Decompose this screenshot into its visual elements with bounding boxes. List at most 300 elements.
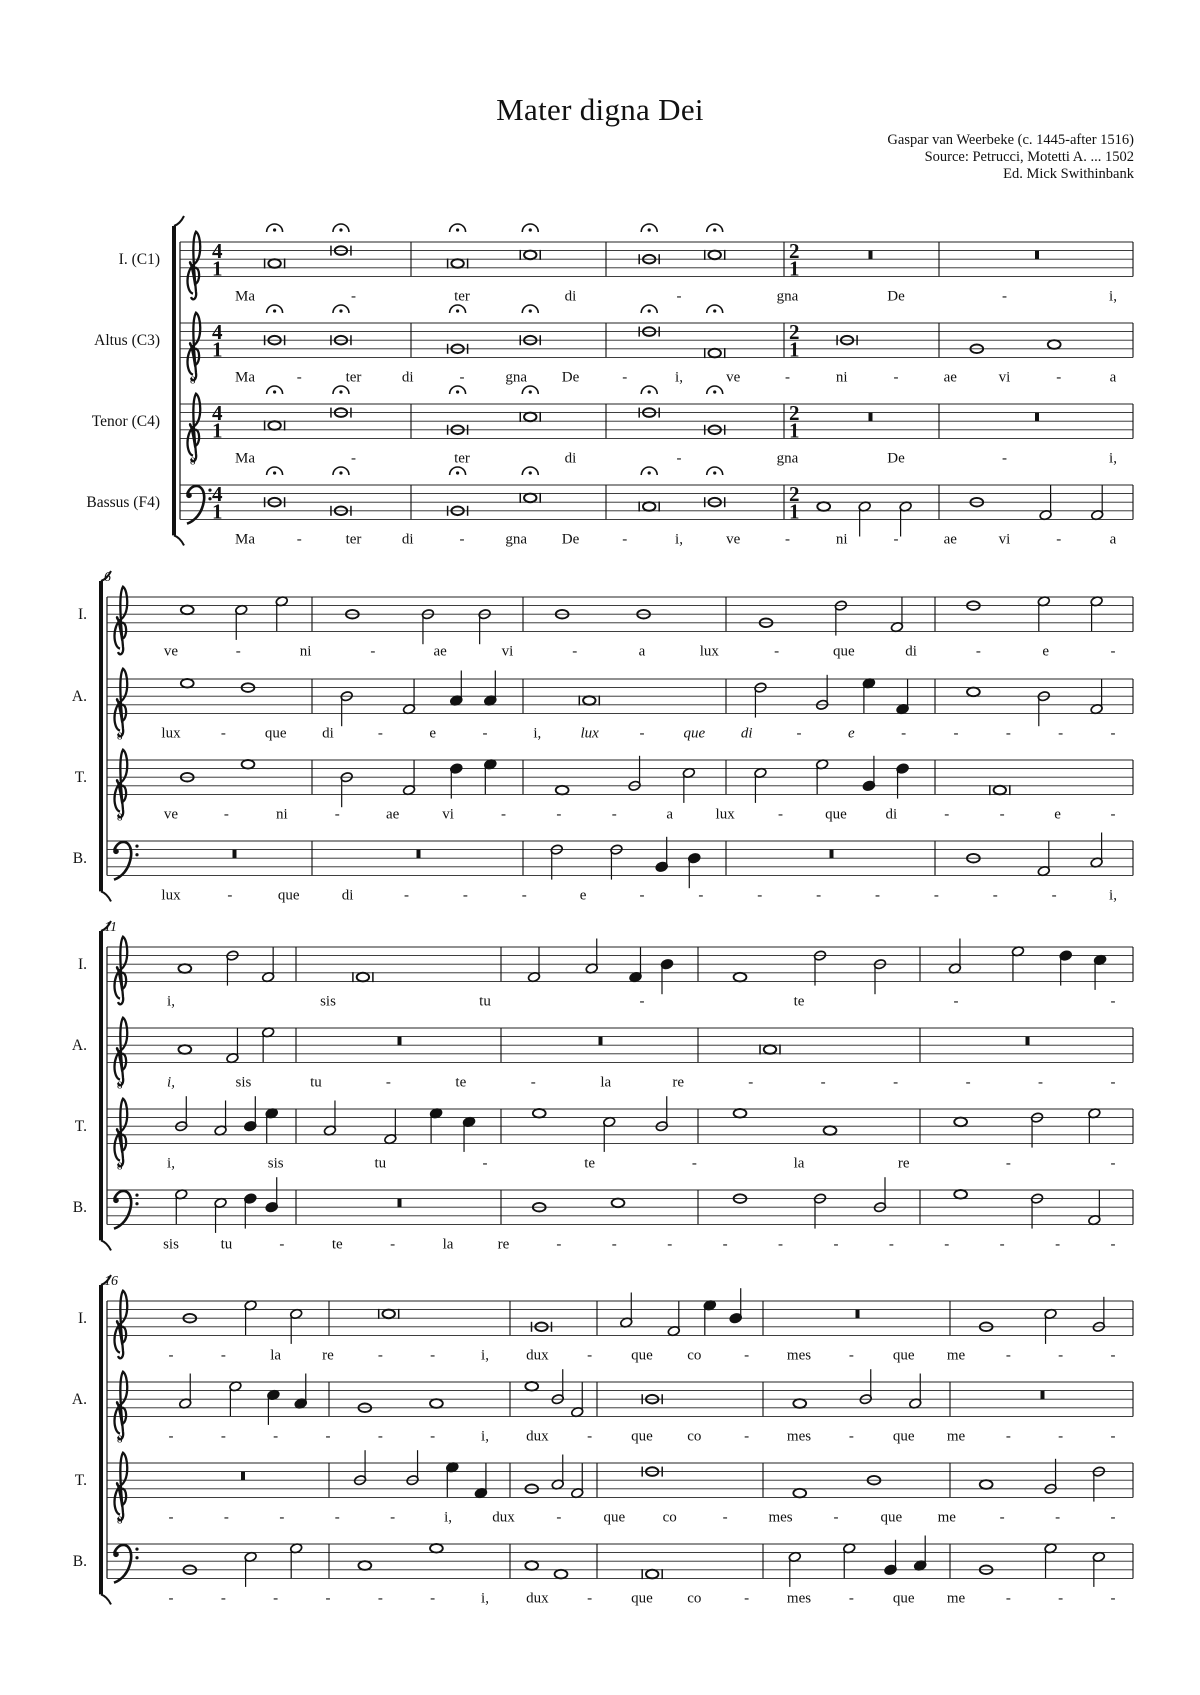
lyric-syllable: - [459, 369, 465, 386]
lyric-syllable: me [937, 1509, 956, 1526]
lyric-syllable: - [168, 1509, 174, 1526]
whole-note [1048, 340, 1061, 349]
lyric-syllable: - [430, 1590, 436, 1607]
staff-i [78, 937, 1133, 1010]
staff-a [72, 1018, 1133, 1092]
fermata-dot [713, 228, 716, 231]
lyric-syllable: di [341, 887, 354, 904]
measure-number: 11 [104, 920, 117, 935]
lyric-syllable: - [220, 1428, 226, 1445]
lyric-syllable: i, [675, 369, 683, 386]
breve-rest [233, 850, 237, 859]
part-name: Tenor (C4) [91, 413, 160, 431]
lyric-syllable: a [1109, 369, 1117, 386]
lyric-syllable: - [168, 1428, 174, 1445]
breve-rest [398, 1037, 402, 1046]
breve-notehead [268, 421, 280, 430]
lyric-syllable: - [325, 1428, 331, 1445]
lyric-syllable: gna [776, 450, 799, 467]
whole-note [525, 1382, 538, 1391]
lyric-syllable: - [748, 1074, 754, 1091]
lyric-syllable: - [893, 1074, 899, 1091]
octave-8-icon: 8 [117, 1160, 123, 1173]
lyric-syllable: Ma [235, 450, 255, 467]
staff-a [72, 1369, 1133, 1445]
breve-rest [398, 1199, 402, 1208]
system-2 [72, 570, 1133, 903]
breve-rest [1041, 1391, 1045, 1400]
lyric-syllable: - [611, 806, 617, 823]
lyric-syllable: - [1056, 531, 1062, 548]
whole-note [954, 1118, 967, 1127]
octave-8-icon: 8 [117, 1514, 123, 1527]
lyric-syllable: - [875, 887, 880, 904]
fermata-dot [273, 228, 276, 231]
bass-clef-icon [114, 842, 131, 880]
lyric-syllable: - [220, 725, 226, 742]
lyric-syllable: vi [501, 643, 514, 660]
lyric-syllable: e [847, 725, 855, 742]
lyric-syllable: i, [1109, 288, 1117, 305]
lyric-syllable: - [223, 1509, 229, 1526]
lyric-syllable: re [322, 1347, 334, 1364]
lyric-syllable: - [227, 887, 233, 904]
bracket-hook [174, 535, 184, 545]
lyric-syllable: - [785, 531, 790, 548]
part-name: T. [74, 769, 87, 787]
lyric-syllable: - [722, 1236, 728, 1253]
whole-note [793, 1489, 806, 1498]
lyric-syllable: i, [481, 1428, 489, 1445]
lyric-syllable: - [351, 288, 356, 305]
lyric-syllable: i, [481, 1347, 489, 1364]
whole-note [430, 1399, 443, 1408]
bass-clef-dot [135, 845, 138, 848]
lyric-syllable: - [220, 1347, 226, 1364]
lyric-syllable: - [796, 725, 802, 742]
lyric-syllable: - [757, 887, 763, 904]
lyric-syllable: mes [786, 1590, 812, 1607]
whole-note [612, 1199, 625, 1208]
lyric-syllable: - [587, 1428, 593, 1445]
lyric-syllable: - [999, 1509, 1005, 1526]
whole-note [555, 1570, 568, 1579]
time-sig-numerator: 2 [789, 320, 800, 345]
lyric-syllable: - [377, 725, 383, 742]
breve-notehead [709, 349, 721, 358]
lyric-syllable: ve [726, 369, 741, 386]
lyric-syllable: i, [533, 725, 542, 742]
time-sig-denominator: 1 [789, 256, 800, 281]
lyric-syllable: - [833, 1509, 839, 1526]
octave-8-icon: 8 [190, 455, 196, 468]
fermata-dot [713, 309, 716, 312]
lyric-syllable: - [944, 1236, 950, 1253]
lyric-syllable: co [687, 1590, 702, 1607]
lyric-syllable: De [561, 531, 580, 548]
lyric-syllable: la [270, 1347, 282, 1364]
lyric-syllable: - [944, 806, 950, 823]
lyric-syllable: - [691, 1155, 697, 1172]
lyric-syllable: que [825, 806, 847, 823]
staff-i [78, 587, 1133, 660]
lyric-syllable: - [556, 806, 562, 823]
lyric-syllable: di [322, 725, 334, 742]
lyric-syllable: que [603, 1509, 626, 1526]
lyric-syllable: que [631, 1428, 653, 1445]
fermata-dot [273, 390, 276, 393]
lyric-syllable: que [277, 887, 300, 904]
lyric-syllable: mes [786, 1347, 812, 1364]
lyric-syllable: - [223, 806, 229, 823]
lyric-syllable: - [1110, 1074, 1116, 1091]
lyric-syllable: i, [444, 1509, 453, 1526]
lyric-syllable: - [639, 993, 645, 1010]
lyric-syllable: - [888, 1236, 894, 1253]
fermata-dot [713, 471, 716, 474]
lyric-syllable: - [273, 1590, 279, 1607]
lyric-syllable: ni [835, 531, 848, 548]
lyric-syllable: - [698, 887, 704, 904]
lyric-syllable: - [1058, 1590, 1064, 1607]
lyric-syllable: - [1005, 1347, 1011, 1364]
time-sig-denominator: 1 [212, 337, 223, 362]
bass-clef-icon [187, 486, 204, 524]
breve-notehead [524, 413, 536, 422]
part-name: B. [72, 1553, 87, 1571]
lyric-syllable: i, [481, 1590, 489, 1607]
lyric-syllable: - [953, 725, 959, 742]
lyric-syllable: di [401, 369, 414, 386]
whole-note [967, 688, 980, 697]
time-sig-denominator: 1 [789, 418, 800, 443]
fermata-dot [273, 471, 276, 474]
bracket-hook [174, 216, 184, 226]
lyric-syllable: - [901, 725, 907, 742]
lyric-syllable: - [1110, 643, 1116, 660]
lyric-syllable: - [999, 806, 1005, 823]
part-name: I. (C1) [118, 251, 160, 269]
lyric-syllable: - [833, 1236, 839, 1253]
lyric-syllable: re [497, 1236, 510, 1253]
fermata-dot [648, 309, 651, 312]
lyric-syllable: - [462, 887, 468, 904]
bass-clef-dot [186, 493, 192, 499]
breve-notehead [357, 973, 369, 982]
lyric-syllable: - [622, 369, 628, 386]
whole-note [181, 606, 194, 615]
lyric-syllable: i, [675, 531, 683, 548]
whole-note [178, 1045, 191, 1054]
lyric-syllable: re [897, 1155, 910, 1172]
whole-note [430, 1544, 443, 1553]
lyric-syllable: que [833, 643, 855, 660]
lyric-syllable: mes [768, 1509, 793, 1526]
lyric-syllable: que [631, 1590, 653, 1607]
fermata-dot [648, 228, 651, 231]
lyric-syllable: - [1005, 1590, 1011, 1607]
whole-note [533, 1109, 546, 1118]
lyric-syllable: - [676, 288, 682, 305]
breve-notehead [451, 259, 463, 268]
lyric-syllable: a [1109, 531, 1117, 548]
lyric-syllable: - [1058, 1347, 1064, 1364]
lyric-syllable: - [848, 1590, 854, 1607]
breve-notehead [709, 251, 721, 260]
lyric-syllable: - [965, 1074, 971, 1091]
lyric-syllable: que [892, 1590, 915, 1607]
staff-i [78, 1288, 1133, 1363]
lyric-syllable: di [905, 643, 917, 660]
lyric-syllable: lux [580, 725, 599, 742]
time-sig-numerator: 4 [212, 320, 223, 345]
lyric-syllable: que [892, 1347, 915, 1364]
lyric-syllable: - [816, 887, 822, 904]
lyric-syllable: - [778, 1236, 784, 1253]
lyric-syllable: tu [310, 1074, 322, 1091]
lyric-syllable: - [778, 806, 784, 823]
time-sig-numerator: 2 [789, 401, 800, 426]
part-name: B. [72, 850, 87, 868]
lyric-syllable: ter [345, 369, 362, 386]
time-sig-numerator: 4 [212, 482, 223, 507]
lyric-syllable: co [687, 1347, 702, 1364]
staff-b [86, 467, 1133, 547]
lyric-syllable: tu [374, 1155, 387, 1172]
breve-rest [856, 1310, 860, 1319]
lyric-syllable: e [429, 725, 437, 742]
lyric-syllable: i, [167, 1074, 175, 1091]
lyric-syllable: - [385, 1074, 391, 1091]
lyric-syllable: co [662, 1509, 677, 1526]
lyric-syllable: - [1110, 993, 1116, 1010]
lyric-syllable: i, [167, 1155, 175, 1172]
lyric-syllable: - [430, 1428, 436, 1445]
lyric-syllable: - [1002, 288, 1007, 305]
lyric-syllable: vi [998, 531, 1011, 548]
fermata-dot [339, 390, 342, 393]
octave-8-icon: 8 [117, 1079, 123, 1092]
lyric-syllable: ni [275, 806, 288, 823]
lyric-syllable: Ma [235, 369, 255, 386]
fermata-dot [456, 309, 459, 312]
lyric-syllable: e [579, 887, 587, 904]
lyric-syllable: gna [505, 531, 528, 548]
lyric-syllable: - [722, 1509, 728, 1526]
lyric-syllable: - [482, 1155, 488, 1172]
lyric-syllable: te [793, 993, 805, 1010]
time-sig-numerator: 2 [789, 239, 800, 264]
lyric-syllable: la [793, 1155, 805, 1172]
staff-b [73, 833, 1133, 904]
whole-note [734, 973, 747, 982]
octave-8-icon: 8 [117, 1433, 123, 1446]
lyric-syllable: - [848, 1428, 854, 1445]
bass-clef-icon [114, 1545, 131, 1583]
bass-clef-icon [114, 1191, 131, 1229]
lyric-syllable: - [848, 1347, 854, 1364]
lyric-syllable: - [390, 1236, 396, 1253]
lyric-syllable: - [1002, 450, 1007, 467]
lyric-syllable: la [442, 1236, 454, 1253]
time-sig-numerator: 4 [212, 401, 223, 426]
breve-rest [241, 1472, 245, 1481]
lyric-syllable: - [334, 1509, 340, 1526]
bass-clef-dot [135, 1548, 138, 1551]
lyric-syllable: - [404, 887, 409, 904]
lyric-syllable: di [564, 288, 577, 305]
fermata-dot [529, 228, 532, 231]
lyric-syllable: - [1005, 1155, 1011, 1172]
lyric-syllable: - [744, 1590, 750, 1607]
measure-number: 16 [104, 1274, 118, 1289]
lyric-syllable: - [1055, 1509, 1061, 1526]
lyric-syllable: te [455, 1074, 467, 1091]
lyric-syllable: - [1110, 725, 1116, 742]
source-credit: Source: Petrucci, Motetti A. ... 1502 [924, 149, 1134, 165]
lyric-syllable: di [740, 725, 753, 742]
lyric-syllable: - [744, 1428, 750, 1445]
staff-t [75, 1450, 1133, 1526]
whole-note [734, 1109, 747, 1118]
octave-8-icon: 8 [190, 374, 196, 387]
time-sig-denominator: 1 [212, 418, 223, 443]
lyric-syllable: te [331, 1236, 343, 1253]
lyric-syllable: sis [235, 1074, 252, 1091]
breve-rest [417, 850, 421, 859]
lyric-syllable: - [556, 1509, 562, 1526]
lyric-syllable: - [1110, 1155, 1116, 1172]
staff-t [75, 1096, 1133, 1172]
staff-b [73, 1536, 1133, 1607]
system-3 [72, 920, 1133, 1252]
fermata-dot [456, 228, 459, 231]
lyric-syllable: dux [492, 1509, 515, 1526]
lyric-syllable: - [377, 1347, 383, 1364]
lyric-syllable: ni [835, 369, 848, 386]
breve-notehead [268, 259, 280, 268]
lyric-syllable: - [785, 369, 790, 386]
part-name: Bassus (F4) [86, 494, 160, 512]
lyric-syllable: me [946, 1590, 966, 1607]
part-name: Altus (C3) [94, 332, 160, 350]
lyric-syllable: - [220, 1590, 226, 1607]
lyric-syllable: ve [163, 643, 179, 660]
time-sig-numerator: 2 [789, 482, 800, 507]
lyric-syllable: - [1055, 1236, 1061, 1253]
lyric-syllable: a [638, 643, 646, 660]
breve-rest [1026, 1037, 1030, 1046]
lyric-syllable: - [820, 1074, 826, 1091]
system-4 [72, 1274, 1133, 1606]
time-sig-denominator: 1 [789, 337, 800, 362]
lyric-syllable: - [279, 1236, 285, 1253]
whole-note [954, 1190, 967, 1199]
lyric-syllable: dux [526, 1347, 549, 1364]
lyric-syllable: - [587, 1590, 593, 1607]
lyric-syllable: - [572, 643, 578, 660]
breve-rest [830, 850, 834, 859]
whole-note [242, 760, 255, 769]
bass-clef-dot [135, 1194, 138, 1197]
lyric-syllable: ve [163, 806, 179, 823]
lyric-syllable: - [279, 1509, 285, 1526]
lyric-syllable: lux [699, 643, 719, 660]
lyric-syllable: - [1056, 369, 1062, 386]
lyric-syllable: - [622, 531, 628, 548]
breve-notehead [383, 1310, 395, 1319]
lyric-syllable: - [521, 887, 527, 904]
whole-note [178, 964, 191, 973]
lyric-syllable: - [1005, 1428, 1011, 1445]
lyric-syllable: i, [1109, 450, 1117, 467]
lyric-syllable: - [667, 1236, 673, 1253]
lyric-syllable: - [296, 369, 302, 386]
lyric-syllable: co [687, 1428, 702, 1445]
lyric-syllable: sis [320, 993, 336, 1010]
score-title: Mater digna Dei [496, 92, 704, 127]
lyric-syllable: dux [526, 1428, 549, 1445]
lyric-syllable: - [744, 1347, 750, 1364]
time-sig-denominator: 1 [212, 499, 223, 524]
lyric-syllable: - [1110, 1509, 1116, 1526]
lyric-syllable: - [639, 887, 645, 904]
part-name: B. [72, 1199, 87, 1217]
lyric-syllable: - [235, 643, 241, 660]
lyric-syllable: a [666, 806, 674, 823]
lyric-syllable: que [892, 1428, 915, 1445]
lyric-syllable: - [1110, 806, 1116, 823]
lyric-syllable: - [168, 1590, 174, 1607]
lyric-syllable: - [1110, 1428, 1116, 1445]
lyric-syllable: ter [345, 531, 362, 548]
bass-clef-dot [113, 849, 119, 855]
lyric-syllable: - [1005, 725, 1011, 742]
lyric-syllable: la [600, 1074, 612, 1091]
lyric-syllable: - [273, 1428, 279, 1445]
lyric-syllable: Ma [235, 531, 255, 548]
lyric-syllable: - [587, 1347, 593, 1364]
lyric-syllable: - [325, 1590, 331, 1607]
lyric-syllable: - [530, 1074, 536, 1091]
part-name: A. [71, 688, 87, 706]
bracket-hook [101, 1240, 111, 1250]
lyric-syllable: - [482, 725, 488, 742]
lyric-syllable: - [999, 1236, 1005, 1253]
fermata-dot [456, 390, 459, 393]
breve-rest [869, 251, 873, 260]
staff-t [92, 386, 1133, 467]
lyric-syllable: - [351, 450, 356, 467]
part-name: T. [74, 1472, 87, 1490]
part-name: T. [74, 1118, 87, 1136]
lyric-syllable: - [774, 643, 780, 660]
time-sig-numerator: 4 [212, 239, 223, 264]
breve-rest [1035, 413, 1039, 422]
part-name: I. [77, 606, 87, 624]
lyric-syllable: que [631, 1347, 653, 1364]
part-name: I. [77, 956, 87, 974]
lyric-syllable: ae [433, 643, 447, 660]
fermata-dot [339, 309, 342, 312]
lyric-syllable: - [1110, 1347, 1116, 1364]
whole-note [556, 786, 569, 795]
lyric-syllable: e [1042, 643, 1050, 660]
breve-notehead [643, 502, 655, 511]
lyric-syllable: - [390, 1509, 396, 1526]
part-name: I. [77, 1310, 87, 1328]
lyric-syllable: - [334, 806, 340, 823]
